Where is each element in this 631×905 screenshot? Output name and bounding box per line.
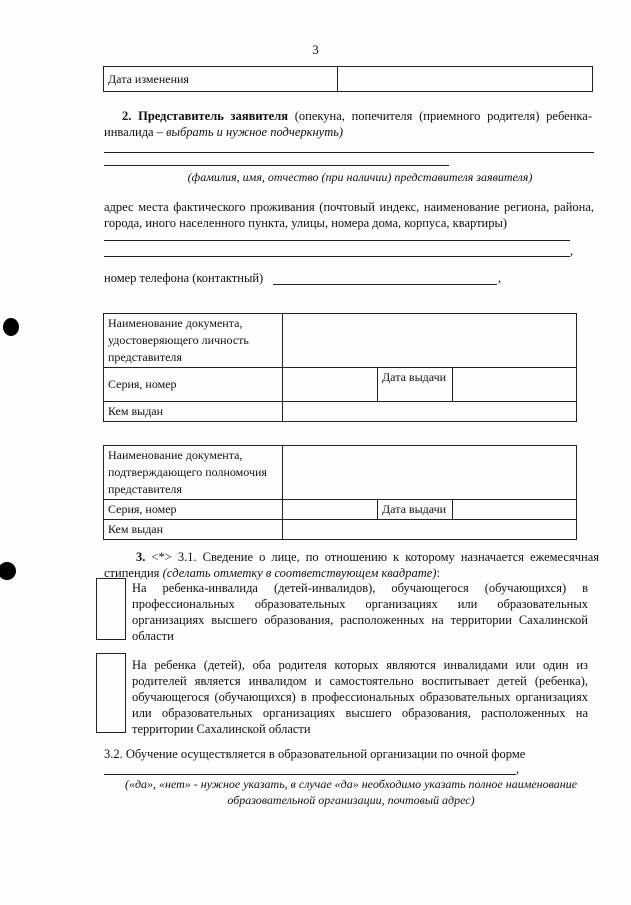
id-issue-date-label: Дата выдачи [378,368,453,402]
phone-input-line[interactable] [273,284,497,285]
section3-colon: : [436,566,440,580]
section2-title-rest: (опекуна, попечителя (приемного родителя) ребенка-инвалида – [104,109,592,139]
address-comma: , [570,244,574,258]
auth-series-value[interactable] [283,500,378,520]
auth-doc-name-label: Наименование документа, подтверждающего полномочия представителя [104,446,283,500]
change-date-label: Дата изменения [104,67,338,92]
address-line-2[interactable] [104,256,570,257]
id-document-table [103,313,577,422]
auth-issued-by-label: Кем выдан [104,520,283,540]
section3-note: (сделать отметку в соответствующем квадрате) [162,566,437,580]
id-doc-name-label: Наименование документа, удостоверяющего личность представителя [104,314,283,368]
change-date-table [103,66,593,92]
item-3-2-text: 3.2. Обучение осуществляется в образовательной организации по очной форме [104,747,526,761]
authority-document-table [103,445,577,540]
education-form-line[interactable] [104,774,516,775]
fio-caption: (фамилия, имя, отчество (при наличии) представителя заявителя) [187,170,533,184]
education-form-comma: , [516,762,520,776]
change-date-value[interactable] [338,67,593,92]
section2-heading [104,108,592,140]
page-number: 3 [312,42,319,57]
section3-prefix: <*> 3.1. Сведение о лице, по отношению к которому назначается ежемесячная стипендия [104,550,599,580]
id-issue-date-value[interactable] [453,368,577,402]
punch-hole-bottom [0,562,16,580]
id-series-label: Серия, номер [104,368,283,402]
section3-heading [104,549,599,581]
phone-label: номер телефона (контактный) [104,271,264,285]
auth-issued-by-value[interactable] [283,520,577,540]
section2-title: Представитель заявителя [138,109,288,123]
representative-name-line-2[interactable] [104,165,449,166]
phone-comma: , [498,271,502,285]
section3-number: 3. [136,550,146,564]
representative-name-line-1[interactable] [104,152,594,153]
id-issued-by-value[interactable] [283,402,577,422]
auth-series-label: Серия, номер [104,500,283,520]
auth-doc-name-value[interactable] [283,446,577,500]
id-issued-by-label: Кем выдан [104,402,283,422]
id-doc-name-value[interactable] [283,314,577,368]
address-label: адрес места фактического проживания (почтовый индекс, наименование региона, района, города, иного населенного пункта, улицы, номера дома, корпуса, квартиры) [104,200,594,230]
option2-text: На ребенка (детей), оба родителя которых являются инвалидами или один из родителей является инвалидом и самостоятельно воспитывает детей (ребенка), обучающегося (обучающихся) в профессиональных образовательных организациях или образовательных организациях высшего образования, расположенных на территории Сахалинской области [132,658,588,736]
auth-issue-date-label: Дата выдачи [378,500,453,520]
auth-issue-date-value[interactable] [453,500,577,520]
option1-text: На ребенка-инвалида (детей-инвалидов), обучающегося (обучающихся) в профессиональных образовательных организациях или образовательных организациях высшего образования, расположенных на территории Сахалинской области [132,581,588,643]
id-series-value[interactable] [283,368,378,402]
footnote: («да», «нет» - нужное указать, в случае «да» необходимо указать полное наименование образовательной организации, почтовый адрес) [124,777,578,807]
option1-checkbox[interactable] [96,578,126,640]
section2-number: 2. [122,109,132,123]
section2-instruction: выбрать и нужное подчеркнуть) [166,125,344,139]
punch-hole-top [3,318,19,336]
address-line-1[interactable] [104,240,570,241]
option2-checkbox[interactable] [96,653,126,733]
